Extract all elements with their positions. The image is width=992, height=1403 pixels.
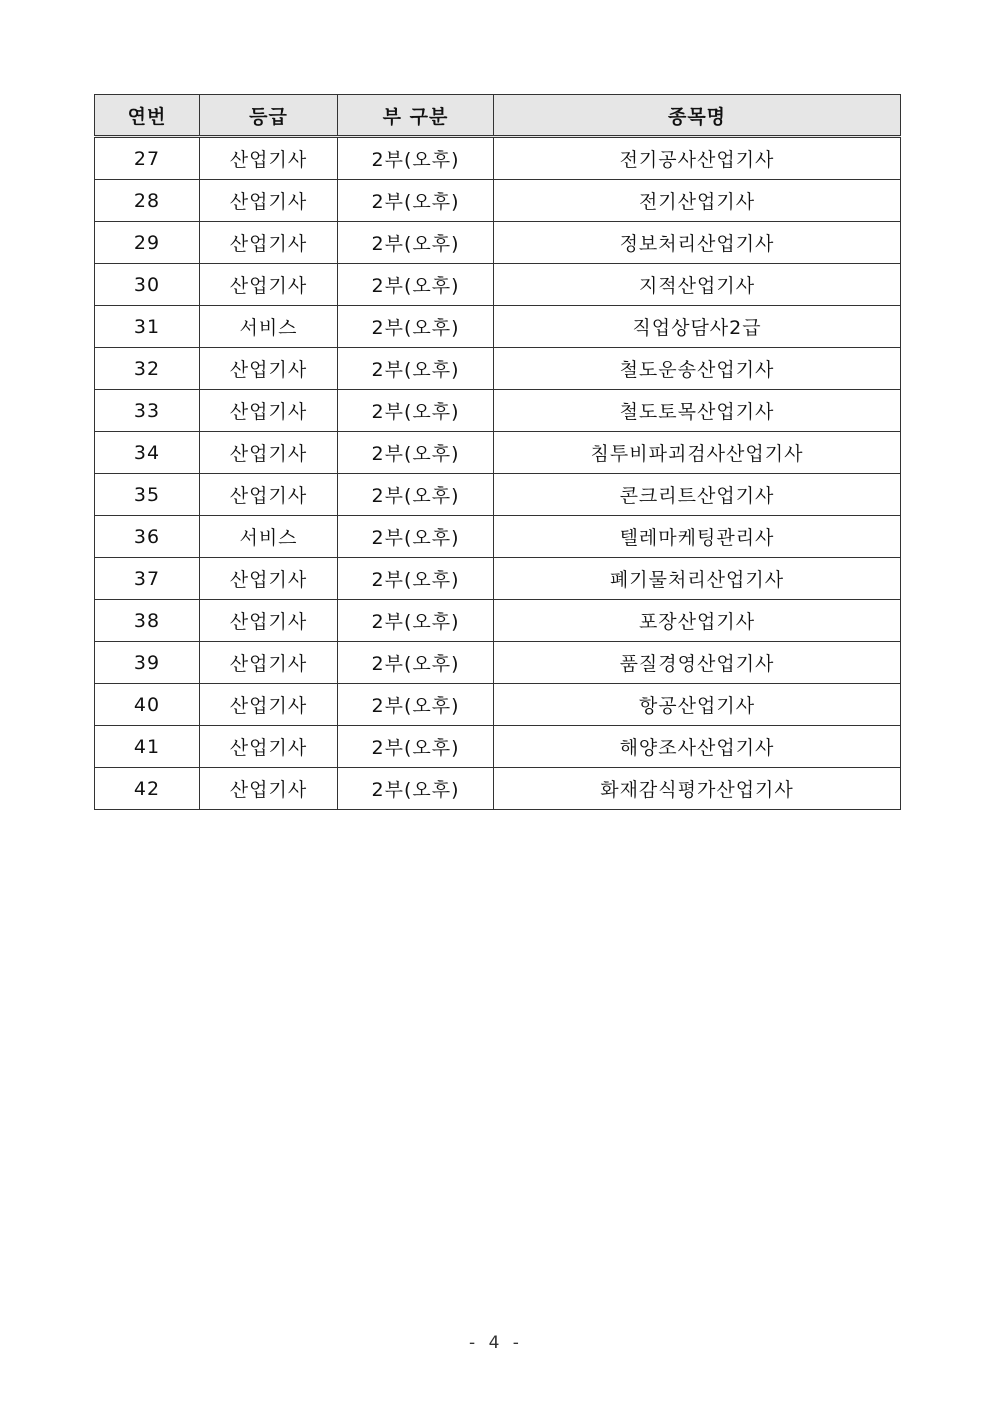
table-header: [95, 95, 901, 137]
cell-session: 2부(오후): [338, 558, 494, 600]
cell-serial-number: 38: [95, 600, 200, 642]
cell-grade: 산업기사: [200, 390, 338, 432]
table-row: [95, 432, 901, 474]
cell-grade: 산업기사: [200, 474, 338, 516]
cell-session: 2부(오후): [338, 516, 494, 558]
cell-subject-name: 전기공사산업기사: [494, 137, 901, 180]
cell-grade: 서비스: [200, 306, 338, 348]
cell-grade: 산업기사: [200, 137, 338, 180]
table-row: [95, 180, 901, 222]
cell-session: 2부(오후): [338, 684, 494, 726]
cell-grade: 산업기사: [200, 600, 338, 642]
cell-serial-number: 36: [95, 516, 200, 558]
cell-serial-number: 28: [95, 180, 200, 222]
cell-session: 2부(오후): [338, 726, 494, 768]
page-number: - 4 -: [469, 1333, 523, 1353]
cell-session: 2부(오후): [338, 137, 494, 180]
table-row: [95, 600, 901, 642]
cell-serial-number: 37: [95, 558, 200, 600]
header-row: [95, 95, 901, 137]
cell-session: 2부(오후): [338, 390, 494, 432]
cell-grade: 산업기사: [200, 180, 338, 222]
cell-serial-number: 40: [95, 684, 200, 726]
cell-subject-name: 화재감식평가산업기사: [494, 768, 901, 810]
table-body: [95, 137, 901, 810]
table-row: [95, 684, 901, 726]
cell-subject-name: 해양조사산업기사: [494, 726, 901, 768]
table-row: [95, 768, 901, 810]
table-row: [95, 348, 901, 390]
table-row: [95, 306, 901, 348]
cell-subject-name: 폐기물처리산업기사: [494, 558, 901, 600]
header-subject-name: 종목명: [494, 95, 901, 137]
cell-grade: 산업기사: [200, 222, 338, 264]
cell-session: 2부(오후): [338, 432, 494, 474]
table-row: [95, 264, 901, 306]
cell-serial-number: 27: [95, 137, 200, 180]
cell-serial-number: 31: [95, 306, 200, 348]
cell-subject-name: 포장산업기사: [494, 600, 901, 642]
cell-serial-number: 35: [95, 474, 200, 516]
cell-session: 2부(오후): [338, 348, 494, 390]
header-grade: 등급: [200, 95, 338, 137]
cell-subject-name: 텔레마케팅관리사: [494, 516, 901, 558]
cell-serial-number: 32: [95, 348, 200, 390]
cell-subject-name: 지적산업기사: [494, 264, 901, 306]
cell-subject-name: 콘크리트산업기사: [494, 474, 901, 516]
cell-session: 2부(오후): [338, 768, 494, 810]
cell-subject-name: 철도토목산업기사: [494, 390, 901, 432]
cell-grade: 산업기사: [200, 684, 338, 726]
cell-serial-number: 30: [95, 264, 200, 306]
table-row: [95, 390, 901, 432]
cell-subject-name: 품질경영산업기사: [494, 642, 901, 684]
table-row: [95, 474, 901, 516]
cell-serial-number: 42: [95, 768, 200, 810]
table-row: [95, 137, 901, 180]
cell-session: 2부(오후): [338, 306, 494, 348]
table-row: [95, 642, 901, 684]
cell-subject-name: 철도운송산업기사: [494, 348, 901, 390]
table-row: [95, 726, 901, 768]
cell-session: 2부(오후): [338, 642, 494, 684]
table-row: [95, 222, 901, 264]
exam-schedule-table: [94, 94, 901, 810]
cell-subject-name: 침투비파괴검사산업기사: [494, 432, 901, 474]
cell-grade: 산업기사: [200, 558, 338, 600]
header-session: 부 구분: [338, 95, 494, 137]
cell-serial-number: 29: [95, 222, 200, 264]
cell-session: 2부(오후): [338, 474, 494, 516]
cell-serial-number: 41: [95, 726, 200, 768]
table-row: [95, 516, 901, 558]
cell-subject-name: 전기산업기사: [494, 180, 901, 222]
table-row: [95, 558, 901, 600]
cell-serial-number: 34: [95, 432, 200, 474]
cell-grade: 산업기사: [200, 726, 338, 768]
cell-grade: 산업기사: [200, 642, 338, 684]
cell-serial-number: 39: [95, 642, 200, 684]
cell-grade: 산업기사: [200, 432, 338, 474]
cell-subject-name: 정보처리산업기사: [494, 222, 901, 264]
cell-serial-number: 33: [95, 390, 200, 432]
cell-session: 2부(오후): [338, 180, 494, 222]
header-serial-number: 연번: [95, 95, 200, 137]
cell-session: 2부(오후): [338, 600, 494, 642]
cell-session: 2부(오후): [338, 264, 494, 306]
cell-grade: 서비스: [200, 516, 338, 558]
cell-grade: 산업기사: [200, 348, 338, 390]
cell-grade: 산업기사: [200, 264, 338, 306]
cell-subject-name: 직업상담사2급: [494, 306, 901, 348]
cell-grade: 산업기사: [200, 768, 338, 810]
cell-session: 2부(오후): [338, 222, 494, 264]
cell-subject-name: 항공산업기사: [494, 684, 901, 726]
